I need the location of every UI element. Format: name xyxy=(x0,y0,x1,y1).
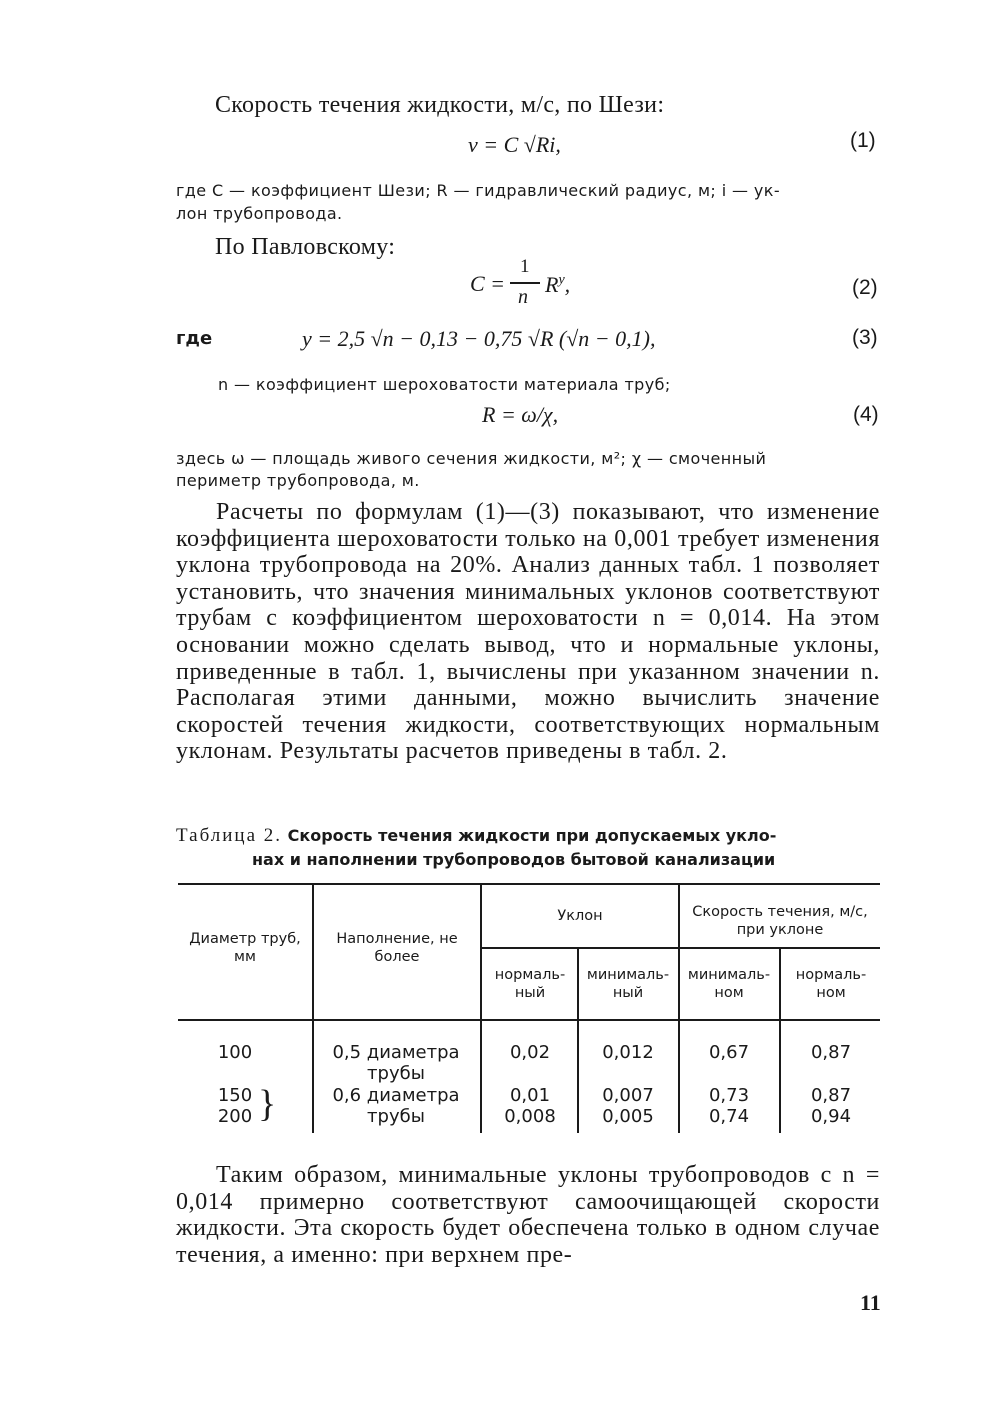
row1-slope-normal: 0,02 xyxy=(509,1042,551,1063)
paragraph-2: Таким образом, минимальные уклоны трубопроводов с n = 0,014 примерно соответствуют самоочищающей скорости жидкости. Эта скорость будет обеспечена только в одном случае течения, а именно: при верхнем пре- xyxy=(176,1162,880,1268)
row2-slope-min: 0,007 xyxy=(602,1085,654,1106)
table-top-rule xyxy=(178,883,880,885)
row2-slope-normal: 0,01 xyxy=(509,1085,551,1106)
formula-2-denominator: n xyxy=(518,286,528,308)
row2-diameter: 150 xyxy=(217,1085,253,1106)
where4-line-1: здесь ω — площадь живого сечения жидкости, м²; χ — смоченный xyxy=(176,449,767,468)
formula-2-superscript: y xyxy=(558,272,565,288)
row1-slope-min: 0,012 xyxy=(602,1042,654,1063)
formula-3: y = 2,5 √n − 0,13 − 0,75 √R (√n − 0,1), xyxy=(302,326,656,351)
formula-4: R = ω/χ, xyxy=(482,402,559,427)
equation-number-2: (2) xyxy=(852,276,878,299)
row1-diameter: 100 xyxy=(217,1042,253,1063)
header-velocity: Скорость течения, м/с, при уклоне xyxy=(692,904,868,938)
header-slope: Уклон xyxy=(557,908,603,924)
intro-heading: Скорость течения жидкости, м/с, по Шези: xyxy=(215,92,665,118)
row3-slope-min: 0,005 xyxy=(602,1106,654,1127)
header-vel-min: минималь-ном xyxy=(687,967,771,1001)
table-caption-label: Таблица 2. xyxy=(176,825,283,846)
col-divider-3 xyxy=(577,948,579,1133)
equation-number-1: (1) xyxy=(850,129,876,152)
formula-3-label: где xyxy=(176,328,213,349)
row3-diameter: 200 xyxy=(217,1106,253,1127)
fraction-bar xyxy=(510,282,540,284)
header-slope-min: минималь-ный xyxy=(586,967,670,1001)
row1-vel-normal: 0,87 xyxy=(810,1042,852,1063)
col-divider-5 xyxy=(779,948,781,1133)
col-divider-4 xyxy=(678,885,680,1133)
row1-vel-min: 0,67 xyxy=(708,1042,750,1063)
row-group-brace: } xyxy=(258,1083,277,1125)
where-line-2: лон трубопровода. xyxy=(176,204,343,223)
page-number: 11 xyxy=(860,1290,881,1315)
col-divider-1 xyxy=(312,885,314,1133)
table-caption-line-1: Скорость течения жидкости при допускаемых укло- xyxy=(287,826,777,845)
formula-2-rhs: $R^y$, xyxy=(545,272,571,297)
formula-2-numerator: 1 xyxy=(520,256,530,277)
header-vel-normal: нормаль-ном xyxy=(795,967,867,1001)
header-diameter: Диаметр труб, мм xyxy=(189,931,301,965)
table-sub-rule xyxy=(482,947,880,949)
row2-vel-normal: 0,87 xyxy=(810,1085,852,1106)
table-caption-line-2: нах и наполнении трубопроводов бытовой канализации xyxy=(252,850,776,869)
row3-vel-min: 0,74 xyxy=(708,1106,750,1127)
equation-number-4: (4) xyxy=(853,403,879,426)
header-filling: Наполнение, не более xyxy=(336,931,458,965)
formula-1: v = C √Ri, xyxy=(468,132,561,157)
table-header-rule xyxy=(178,1019,880,1021)
row3-vel-normal: 0,94 xyxy=(810,1106,852,1127)
row3-slope-normal: 0,008 xyxy=(504,1106,556,1127)
header-slope-normal: нормаль-ный xyxy=(494,967,566,1001)
formula-2-lhs: C = xyxy=(470,271,506,296)
paragraph-1: Расчеты по формулам (1)—(3) показывают, что изменение коэффициента шероховатости только на 0,001 требует изменения уклона трубопровода на 20%. Анализ данных табл. 1 позволяет установить, что значения минимальных уклонов соответствуют трубам с коэффициентом шероховатости n = 0,014. На этом основании можно сделать вывод, что и нормальные уклоны, приведенные в табл. 1, вычислены при указанном значении n. Располагая этими данными, можно вычислить значение скоростей течения жидкости, соответствующих нормальным уклонам. Результаты расчетов приведены в табл. 2. xyxy=(176,499,880,765)
row1-filling: 0,5 диаметра трубы xyxy=(332,1042,460,1084)
equation-number-3: (3) xyxy=(852,326,878,349)
row2-vel-min: 0,73 xyxy=(708,1085,750,1106)
row2-filling: 0,6 диаметра трубы xyxy=(332,1085,460,1127)
where-line-1: где C — коэффициент Шези; R — гидравлический радиус, м; i — ук- xyxy=(176,181,781,200)
table-caption xyxy=(176,825,880,847)
pavlovsky-heading: По Павловскому: xyxy=(215,234,396,260)
n-definition: n — коэффициент шероховатости материала труб; xyxy=(218,375,671,394)
where4-line-2: периметр трубопровода, м. xyxy=(176,471,420,490)
